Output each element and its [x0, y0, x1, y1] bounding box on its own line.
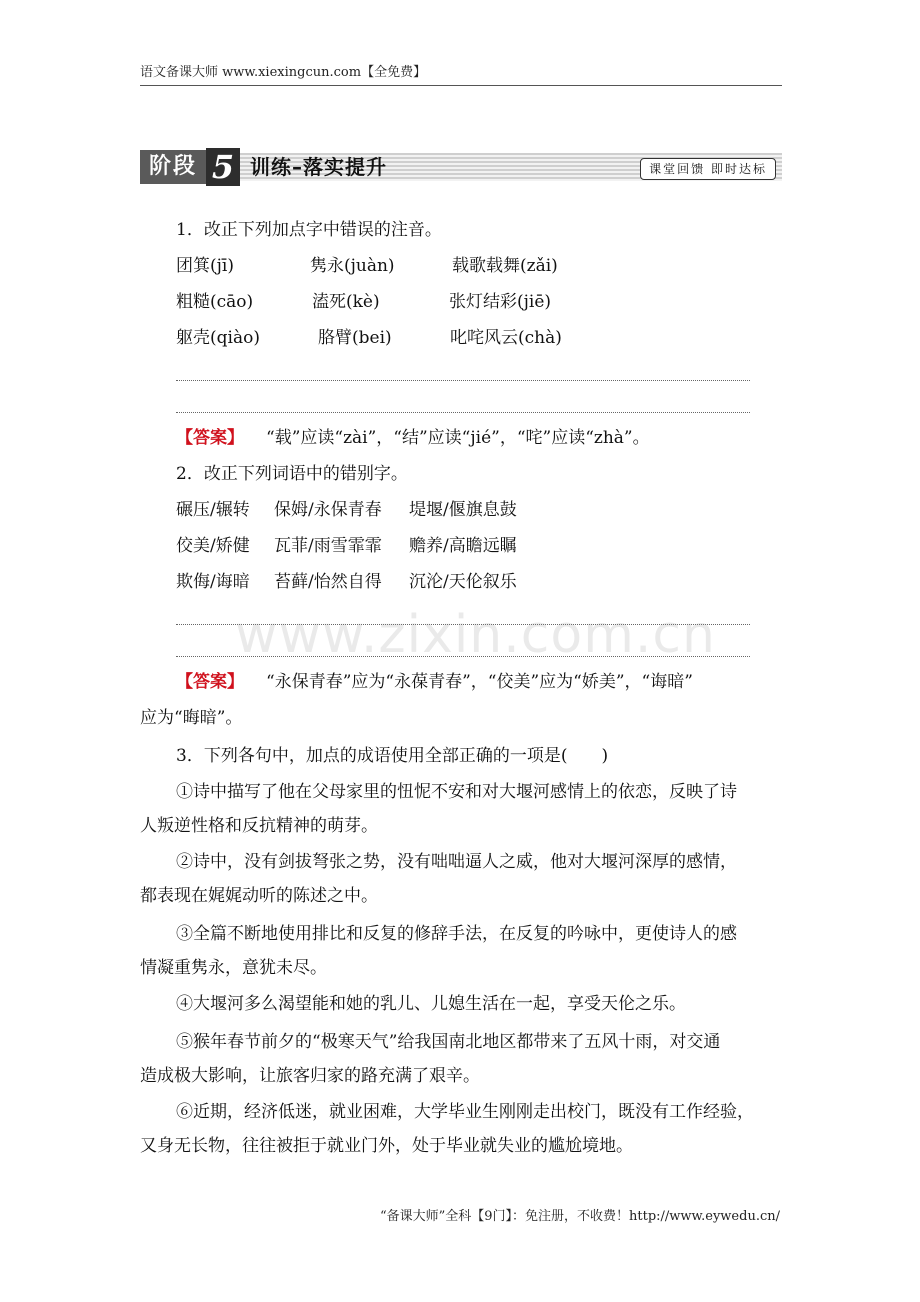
section-banner: [140, 150, 782, 184]
answer-text: “载”应读“zài”，“结”应读“jié”，“咤”应读“zhà”。: [266, 428, 650, 448]
q3-option-line: ⑤猴年春节前夕的“极寒天气”给我国南北地区都带来了五风十雨，对交通: [176, 1032, 721, 1052]
q1-item: 载歌载舞(zǎi): [452, 256, 558, 276]
q3-option-line: 人叛逆性格和反抗精神的萌芽。: [140, 816, 378, 836]
banner-stage-label: 阶段: [140, 150, 206, 184]
q1-item: 躯壳(qiào): [176, 328, 260, 348]
q3-option-line: ②诗中，没有剑拔弩张之势，没有咄咄逼人之威，他对大堰河深厚的感情，: [176, 852, 737, 872]
q1-answer: [176, 426, 650, 450]
q3-option-line: ③全篇不断地使用排比和反复的修辞手法，在反复的吟咏中，更使诗人的感: [176, 924, 737, 944]
banner-stage-number: 5: [206, 148, 240, 186]
banner-title: 训练–落实提升: [250, 155, 387, 179]
q2-item: 苔藓/怡然自得: [274, 572, 382, 592]
page-footer: “备课大师”全科【9门】：免注册，不收费！http://www.eywedu.cn/: [379, 1209, 780, 1224]
q1-item: 团箕(jī): [176, 256, 234, 276]
q1-item: 溘死(kè): [312, 292, 380, 312]
q1-prompt: 1．改正下列加点字中错误的注音。: [176, 220, 442, 240]
q1-item: 粗糙(cāo): [176, 292, 254, 312]
answer-blank-line: [176, 412, 750, 413]
q3-option-line: 又身无长物，往往被拒于就业门外，处于毕业就失业的尴尬境地。: [140, 1136, 633, 1156]
page-header: 语文备课大师 www.xiexingcun.com【全免费】: [140, 65, 427, 80]
q3-option-line: ④大堰河多么渴望能和她的乳儿、儿媳生活在一起，享受天伦之乐。: [176, 994, 686, 1014]
q2-item: 沉沦/天伦叙乐: [409, 572, 517, 592]
header-divider: [140, 85, 782, 86]
q2-item: 碾压/辗转: [176, 500, 250, 520]
q3-option-line: ①诗中描写了他在父母家里的忸怩不安和对大堰河感情上的依恋，反映了诗: [176, 782, 737, 802]
q3-option-line: ⑥近期，经济低迷，就业困难，大学毕业生刚刚走出校门，既没有工作经验，: [176, 1102, 754, 1122]
q2-item: 堤堰/偃旗息鼓: [409, 500, 517, 520]
q2-item: 佼美/矫健: [176, 536, 250, 556]
q3-option-line: 情凝重隽永，意犹未尽。: [140, 958, 327, 978]
q1-item: 叱咤风云(chà): [450, 328, 562, 348]
q2-item: 赡养/高瞻远瞩: [409, 536, 517, 556]
q3-prompt: 3．下列各句中，加点的成语使用全部正确的一项是( ): [176, 746, 609, 766]
q2-item: 欺侮/诲暗: [176, 572, 250, 592]
q2-answer: [176, 670, 693, 694]
q2-prompt: 2．改正下列词语中的错别字。: [176, 464, 408, 484]
banner-tag: 课堂回馈 即时达标: [640, 158, 776, 180]
q1-item: 胳臂(bei): [318, 328, 392, 348]
watermark: www.zixin.com.cn: [235, 605, 716, 665]
q2-item: 瓦菲/雨雪霏霏: [274, 536, 382, 556]
q1-item: 隽永(juàn): [310, 256, 395, 276]
answer-label: 【答案】: [176, 672, 244, 692]
answer-blank-line: [176, 380, 750, 381]
q3-option-line: 造成极大影响，让旅客归家的路充满了艰辛。: [140, 1066, 480, 1086]
answer-text: “永保青春”应为“永葆青春”，“佼美”应为“娇美”，“诲暗”: [266, 672, 693, 692]
answer-label: 【答案】: [176, 428, 244, 448]
q2-item: 保姆/永保青春: [274, 500, 382, 520]
q1-item: 张灯结彩(jiē): [449, 292, 552, 312]
q3-option-line: 都表现在娓娓动听的陈述之中。: [140, 886, 378, 906]
q2-answer-cont: 应为“晦暗”。: [140, 708, 243, 728]
